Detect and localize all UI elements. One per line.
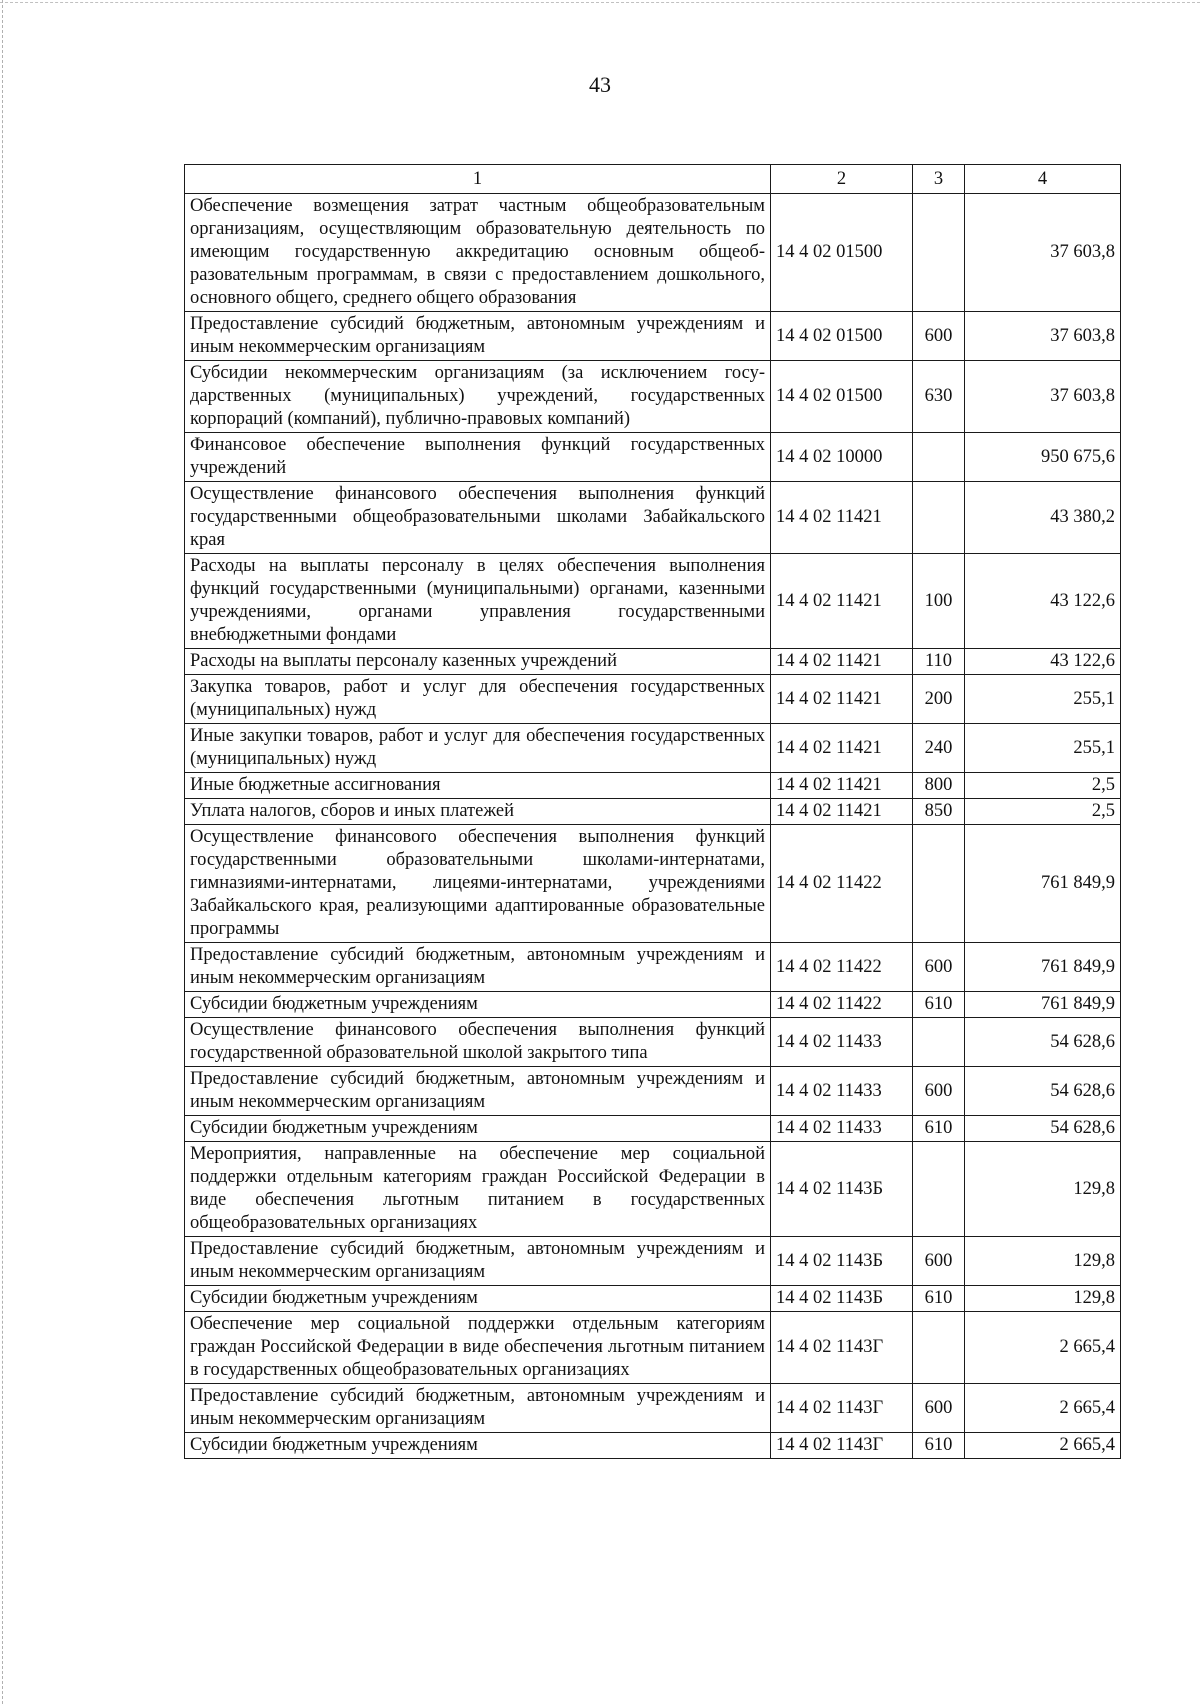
table-row: [185, 799, 1121, 825]
row-type: 600: [913, 312, 965, 361]
table-row: [185, 361, 1121, 433]
row-code: 14 4 02 10000: [771, 433, 913, 482]
column-header-type: 3: [913, 165, 965, 194]
row-code: 14 4 02 11433: [771, 1116, 913, 1142]
row-code: 14 4 02 11433: [771, 1067, 913, 1116]
row-amount: 761 849,9: [965, 992, 1121, 1018]
row-amount: 43 122,6: [965, 554, 1121, 649]
row-type: 100: [913, 554, 965, 649]
row-type: [913, 1312, 965, 1384]
table-row: [185, 554, 1121, 649]
row-amount: 43 380,2: [965, 482, 1121, 554]
scan-edge-left: [2, 0, 4, 1704]
column-header-code: 2: [771, 165, 913, 194]
row-code: 14 4 02 11421: [771, 649, 913, 675]
row-name: Расходы на выплаты персоналу в целях обеспечения выполнения функций государственными (муниципальными) органами, казенными учреждениями, органами управления государственными внебюджетными фондами: [185, 554, 771, 649]
table-header-row: [185, 165, 1121, 194]
row-type: 610: [913, 1433, 965, 1459]
row-name: Расходы на выплаты персоналу казенных учреждений: [185, 649, 771, 675]
table-row: [185, 1237, 1121, 1286]
table-row: [185, 773, 1121, 799]
row-name: Предоставление субсидий бюджетным, автономным учреждениям и иным некоммерческим организациям: [185, 312, 771, 361]
row-type: 610: [913, 992, 965, 1018]
table-row: [185, 825, 1121, 943]
row-name: Финансовое обеспечение выполнения функций государственных учреждений: [185, 433, 771, 482]
row-amount: 129,8: [965, 1286, 1121, 1312]
row-type: [913, 482, 965, 554]
row-name: Мероприятия, направленные на обеспечение мер социальной поддержки отдельным категориям граждан Российской Федерации в виде обеспечения льготным питанием в государственных общеобразовательных организациях: [185, 1142, 771, 1237]
row-name: Осуществление финансового обеспечения выполнения функций государственной образовательной школой закрытого типа: [185, 1018, 771, 1067]
table-row: [185, 1142, 1121, 1237]
row-name: Предоставление субсидий бюджетным, автономным учреждениям и иным некоммерческим организациям: [185, 1384, 771, 1433]
row-code: 14 4 02 11422: [771, 943, 913, 992]
row-name: Субсидии некоммерческим организациям (за исключением государственных (муниципальных) учреждений, государственных корпораций (компаний), публично-правовых компаний): [185, 361, 771, 433]
table-row: [185, 1116, 1121, 1142]
row-type: 600: [913, 1067, 965, 1116]
row-name: Субсидии бюджетным учреждениям: [185, 1286, 771, 1312]
row-name: Субсидии бюджетным учреждениям: [185, 1433, 771, 1459]
row-type: 610: [913, 1286, 965, 1312]
row-code: 14 4 02 1143Б: [771, 1286, 913, 1312]
table-row: [185, 194, 1121, 312]
row-code: 14 4 02 11421: [771, 724, 913, 773]
row-amount: 54 628,6: [965, 1067, 1121, 1116]
row-amount: 54 628,6: [965, 1116, 1121, 1142]
row-type: 600: [913, 1237, 965, 1286]
row-name: Субсидии бюджетным учреждениям: [185, 992, 771, 1018]
row-type: 240: [913, 724, 965, 773]
row-code: 14 4 02 11421: [771, 773, 913, 799]
row-amount: 950 675,6: [965, 433, 1121, 482]
table-row: [185, 1433, 1121, 1459]
row-type: 110: [913, 649, 965, 675]
row-type: 800: [913, 773, 965, 799]
row-code: 14 4 02 01500: [771, 312, 913, 361]
row-name: Обеспечение возмещения затрат частным общеобразовательным организациям, осуществляющим образовательную деятельность по имеющим государственную аккредитацию основным общеобразовательным программам, в связи с предоставлением дошкольного, основного общего, среднего общего образования: [185, 194, 771, 312]
row-type: 850: [913, 799, 965, 825]
row-amount: 2,5: [965, 799, 1121, 825]
column-header-name: 1: [185, 165, 771, 194]
row-amount: 2 665,4: [965, 1384, 1121, 1433]
row-name: Осуществление финансового обеспечения выполнения функций государственными общеобразовательными школами Забайкальского края: [185, 482, 771, 554]
row-name: Предоставление субсидий бюджетным, автономным учреждениям и иным некоммерческим организациям: [185, 943, 771, 992]
row-amount: 2 665,4: [965, 1433, 1121, 1459]
row-amount: 37 603,8: [965, 361, 1121, 433]
row-type: [913, 1018, 965, 1067]
row-amount: 129,8: [965, 1237, 1121, 1286]
table-row: [185, 943, 1121, 992]
table-row: [185, 1384, 1121, 1433]
row-amount: 37 603,8: [965, 194, 1121, 312]
table-row: [185, 724, 1121, 773]
scan-edge-top: [0, 2, 1200, 4]
row-code: 14 4 02 01500: [771, 194, 913, 312]
row-code: 14 4 02 1143Б: [771, 1142, 913, 1237]
row-name: Иные бюджетные ассигнования: [185, 773, 771, 799]
row-name: Обеспечение мер социальной поддержки отдельным категориям граждан Российской Федерации в виде обеспечения льготным питанием в государственных общеобразовательных организациях: [185, 1312, 771, 1384]
row-amount: 43 122,6: [965, 649, 1121, 675]
row-name: Предоставление субсидий бюджетным, автономным учреждениям и иным некоммерческим организациям: [185, 1067, 771, 1116]
row-name: Осуществление финансового обеспечения выполнения функций государственными образовательными школами-интернатами, гимназиями-интернатами, лицеями-интернатами, учреждениями Забайкальского края, реализующими адаптированные образовательные программы: [185, 825, 771, 943]
table-row: [185, 675, 1121, 724]
row-name: Предоставление субсидий бюджетным, автономным учреждениям и иным некоммерческим организациям: [185, 1237, 771, 1286]
row-code: 14 4 02 1143Б: [771, 1237, 913, 1286]
row-type: 600: [913, 1384, 965, 1433]
row-code: 14 4 02 01500: [771, 361, 913, 433]
row-code: 14 4 02 11421: [771, 799, 913, 825]
row-type: 600: [913, 943, 965, 992]
table-row: [185, 1286, 1121, 1312]
row-code: 14 4 02 11421: [771, 554, 913, 649]
table-row: [185, 482, 1121, 554]
table-row: [185, 312, 1121, 361]
row-amount: 255,1: [965, 724, 1121, 773]
row-code: 14 4 02 11422: [771, 992, 913, 1018]
table-row: [185, 433, 1121, 482]
row-type: 610: [913, 1116, 965, 1142]
row-type: [913, 194, 965, 312]
row-type: 630: [913, 361, 965, 433]
row-code: 14 4 02 11433: [771, 1018, 913, 1067]
row-name: Субсидии бюджетным учреждениям: [185, 1116, 771, 1142]
row-code: 14 4 02 11422: [771, 825, 913, 943]
column-header-amount: 4: [965, 165, 1121, 194]
row-code: 14 4 02 11421: [771, 482, 913, 554]
row-amount: 255,1: [965, 675, 1121, 724]
row-code: 14 4 02 11421: [771, 675, 913, 724]
row-code: 14 4 02 1143Г: [771, 1433, 913, 1459]
row-type: 200: [913, 675, 965, 724]
row-name: Закупка товаров, работ и услуг для обеспечения государственных (муниципальных) нужд: [185, 675, 771, 724]
row-amount: 761 849,9: [965, 943, 1121, 992]
row-code: 14 4 02 1143Г: [771, 1384, 913, 1433]
table-row: [185, 649, 1121, 675]
row-amount: 761 849,9: [965, 825, 1121, 943]
row-code: 14 4 02 1143Г: [771, 1312, 913, 1384]
budget-table: [184, 164, 1121, 1459]
table-row: [185, 1018, 1121, 1067]
row-amount: 129,8: [965, 1142, 1121, 1237]
row-type: [913, 433, 965, 482]
row-name: Уплата налогов, сборов и иных платежей: [185, 799, 771, 825]
row-name: Иные закупки товаров, работ и услуг для обеспечения государственных (муниципальных) нужд: [185, 724, 771, 773]
row-type: [913, 825, 965, 943]
page-number: 43: [589, 72, 611, 97]
row-amount: 2 665,4: [965, 1312, 1121, 1384]
row-amount: 2,5: [965, 773, 1121, 799]
row-amount: 54 628,6: [965, 1018, 1121, 1067]
row-amount: 37 603,8: [965, 312, 1121, 361]
table-row: [185, 992, 1121, 1018]
row-type: [913, 1142, 965, 1237]
table-row: [185, 1312, 1121, 1384]
table-row: [185, 1067, 1121, 1116]
